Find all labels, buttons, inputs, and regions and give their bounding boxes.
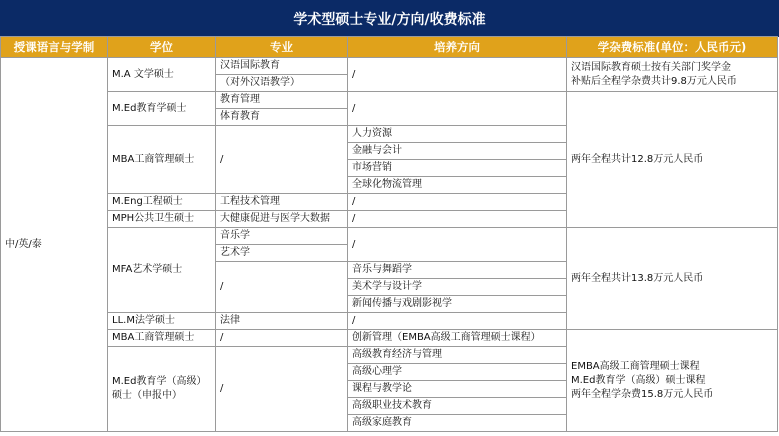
major-cell: 音乐学 <box>216 228 348 245</box>
fee-line: 汉语国际教育硕士按有关部门奖学金 <box>571 61 731 73</box>
header-language: 授课语言与学制 <box>1 37 108 58</box>
direction-cell: / <box>348 211 567 228</box>
direction-cell: 课程与教学论 <box>348 381 567 398</box>
direction-cell: 全球化物流管理 <box>348 177 567 194</box>
direction-cell: 新闻传播与戏剧影视学 <box>348 296 567 313</box>
direction-cell: 高级教育经济与管理 <box>348 347 567 364</box>
table-title: 学术型硕士专业/方向/收费标准 <box>0 0 779 37</box>
fee-cell: 两年全程共计12.8万元人民币 <box>567 92 778 228</box>
direction-cell: 音乐与舞蹈学 <box>348 262 567 279</box>
major-cell: 艺术学 <box>216 245 348 262</box>
major-cell: 体育教育 <box>216 109 348 126</box>
header-fee: 学杂费标准(单位：人民币元) <box>567 37 778 58</box>
fee-cell: 两年全程共计13.8万元人民币 <box>567 228 778 330</box>
direction-cell: 高级心理学 <box>348 364 567 381</box>
direction-cell: / <box>348 228 567 262</box>
degree-cell <box>108 347 216 432</box>
header-degree: 学位 <box>108 37 216 58</box>
direction-cell: / <box>348 313 567 330</box>
table-row <box>1 58 778 75</box>
direction-cell: 美术学与设计学 <box>348 279 567 296</box>
degree-cell: LL.M法学硕士 <box>108 313 216 330</box>
direction-cell: 金融与会计 <box>348 143 567 160</box>
language-cell: 中/英/泰 <box>1 58 108 432</box>
table-row <box>1 92 778 109</box>
fee-cell <box>567 330 778 432</box>
fee-line: 补贴后全程学杂费共计9.8万元人民币 <box>571 75 737 87</box>
header-row <box>1 37 778 58</box>
degree-cell: M.A 文学硕士 <box>108 58 216 92</box>
fee-table <box>0 36 778 432</box>
major-cell: 汉语国际教育 <box>216 58 348 75</box>
major-cell: 教育管理 <box>216 92 348 109</box>
header-direction: 培养方向 <box>348 37 567 58</box>
major-cell: （对外汉语教学） <box>216 75 348 92</box>
table-row <box>1 330 778 347</box>
degree-cell: MFA艺术学硕士 <box>108 228 216 313</box>
degree-cell: MPH公共卫生硕士 <box>108 211 216 228</box>
direction-cell: 创新管理（EMBA高级工商管理硕士课程） <box>348 330 567 347</box>
direction-cell: / <box>348 194 567 211</box>
fee-line: M.Ed教育学（高级）硕士课程 <box>571 374 706 386</box>
direction-cell: / <box>348 92 567 126</box>
degree-line: 硕士（申报中） <box>112 390 182 401</box>
direction-cell: / <box>348 58 567 92</box>
fee-cell <box>567 58 778 92</box>
major-cell: / <box>216 347 348 432</box>
direction-cell: 高级职业技术教育 <box>348 398 567 415</box>
degree-cell: M.Eng工程硕士 <box>108 194 216 211</box>
major-cell: 工程技术管理 <box>216 194 348 211</box>
direction-cell: 高级家庭教育 <box>348 415 567 432</box>
fee-line: EMBA高级工商管理硕士课程 <box>571 360 700 372</box>
major-cell: 大健康促进与医学大数据 <box>216 211 348 228</box>
major-cell: 法律 <box>216 313 348 330</box>
degree-cell: MBA工商管理硕士 <box>108 126 216 194</box>
direction-cell: 人力资源 <box>348 126 567 143</box>
degree-cell: M.Ed教育学硕士 <box>108 92 216 126</box>
direction-cell: 市场营销 <box>348 160 567 177</box>
degree-line: M.Ed教育学（高级） <box>112 376 207 387</box>
degree-cell: MBA工商管理硕士 <box>108 330 216 347</box>
fee-line: 两年全程学杂费15.8万元人民币 <box>571 388 714 400</box>
major-cell: / <box>216 262 348 313</box>
table-row <box>1 228 778 245</box>
major-cell: / <box>216 330 348 347</box>
major-cell: / <box>216 126 348 194</box>
header-major: 专业 <box>216 37 348 58</box>
